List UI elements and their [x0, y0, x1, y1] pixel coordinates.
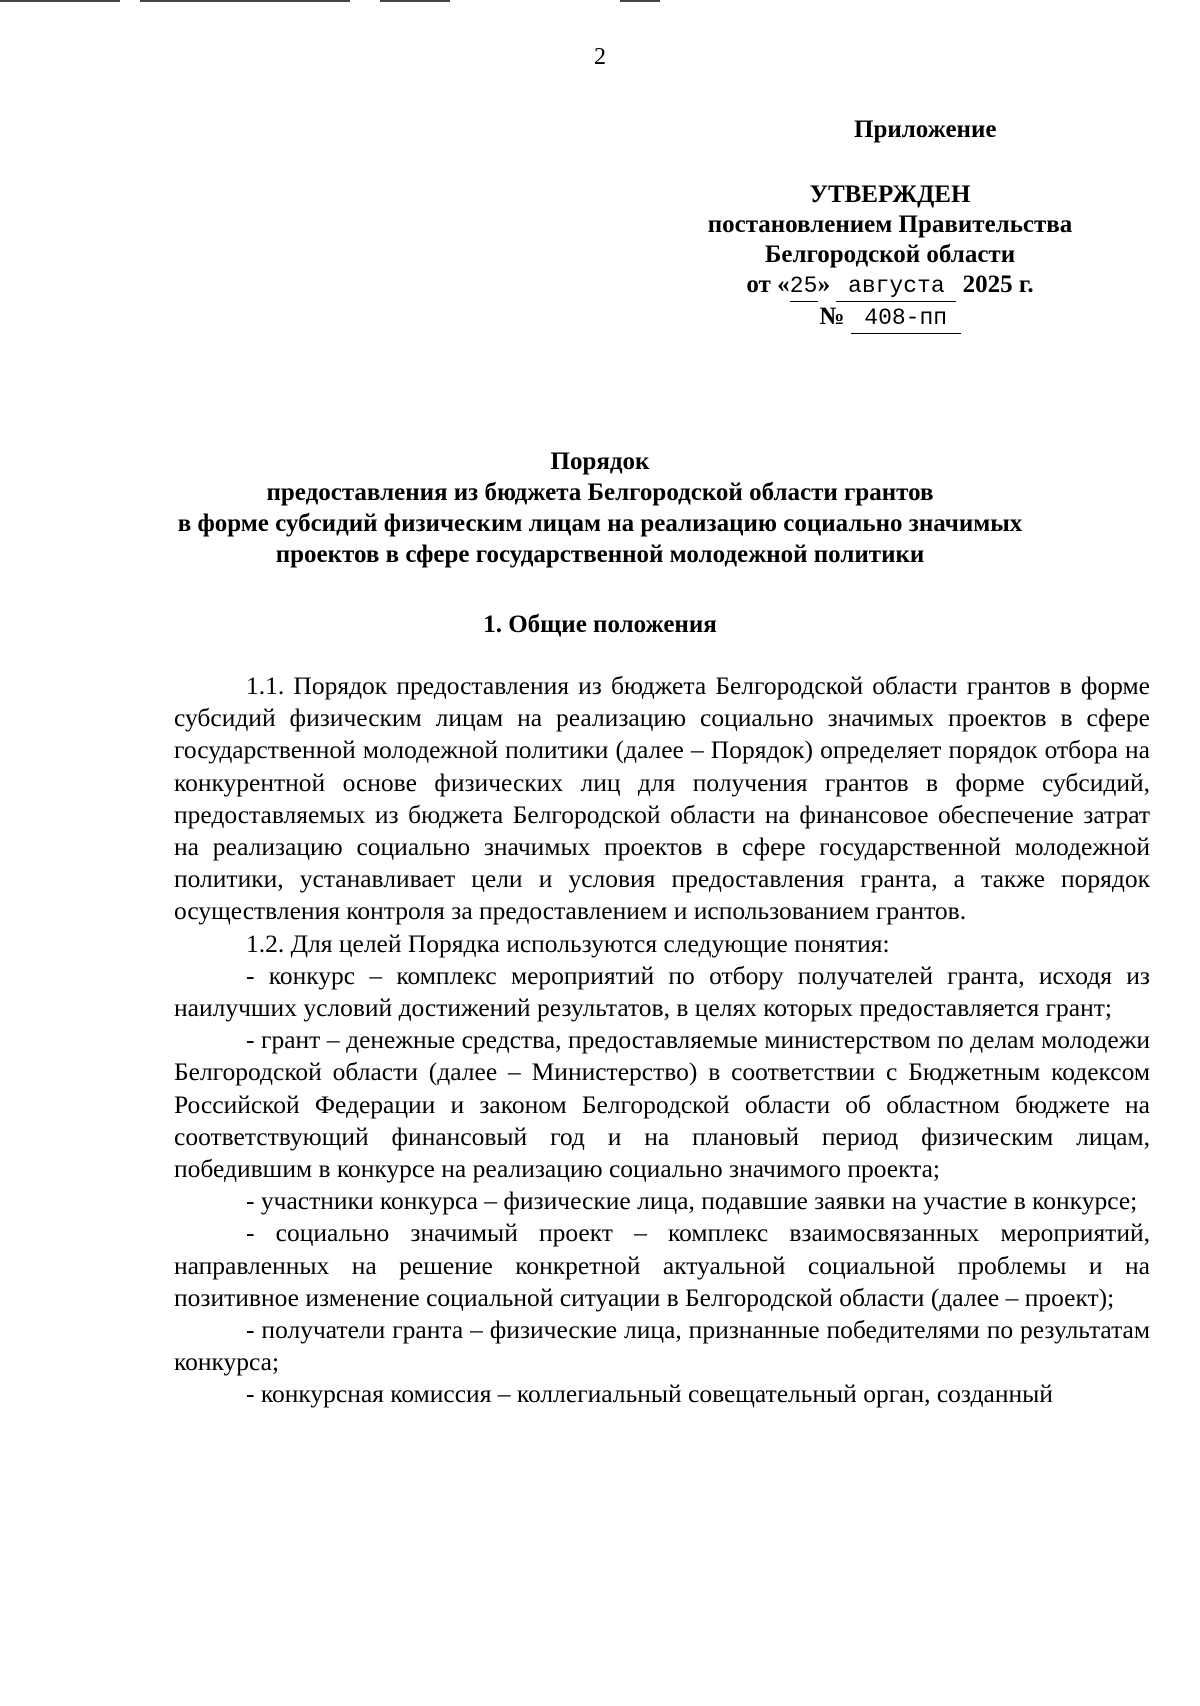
- date-year: 2025 г.: [962, 271, 1034, 298]
- scan-edge-line: [0, 0, 120, 2]
- document-body: [174, 670, 1150, 1411]
- region-name: Белгородской области: [764, 241, 1016, 268]
- approved-heading: УТВЕРЖДЕН: [809, 181, 971, 208]
- scan-edge-line: [140, 0, 350, 2]
- paragraph: - социально значимый проект – комплекс взаимосвязанных мероприятий, направленных на решение конкретной актуальной социальной проблемы и на позитивное изменение социальной ситуации в Белгородской области (далее – проект);: [174, 1218, 1150, 1312]
- paragraph: 1.1. Порядок предоставления из бюджета Белгородской области грантов в форме субсидий физическим лицам на реализацию социально значимых проектов в сфере государственной молодежной политики (далее – Порядок) определяет порядок отбора на конкурентной основе физических лиц для получения грантов в форме субсидий, предоставляемых из бюджета Белгородской области на финансовое обеспечение затрат на реализацию социально значимых проектов в сфере государственной молодежной политики, устанавливает цели и условия предоставления гранта, а также порядок осуществления контроля за предоставлением и использованием грантов.: [174, 671, 1150, 926]
- number-prefix: №: [819, 303, 845, 330]
- paragraph: - получатели гранта – физические лица, признанные победителями по результатам конкурса;: [174, 1315, 1150, 1377]
- paragraph: - конкурс – комплекс мероприятий по отбору получателей гранта, исходя из наилучших условий достижений результатов, в целях которых предоставляется грант;: [174, 960, 1150, 1023]
- date-quote-close: »: [817, 271, 831, 298]
- paragraph: - участники конкурса – физические лица, подавшие заявки на участие в конкурсе;: [246, 1186, 1138, 1216]
- approval-block: [690, 180, 1090, 334]
- title-line: предоставления из бюджета Белгородской области грантов: [266, 479, 934, 506]
- date-month: августа: [836, 271, 956, 302]
- approval-number: [690, 302, 1090, 334]
- title-line: проектов в сфере государственной молодежной политики: [275, 541, 925, 568]
- order-title: [150, 446, 1050, 570]
- title-line: Порядок: [550, 448, 650, 475]
- number-value: 408-пп: [851, 303, 961, 334]
- scan-edge-line: [620, 0, 660, 2]
- paragraph: - конкурсная комиссия – коллегиальный совещательный орган, созданный: [246, 1379, 1053, 1409]
- title-line: в форме субсидий физическим лицам на реализацию социально значимых: [177, 510, 1023, 537]
- paragraph: - грант – денежные средства, предоставляемые министерством по делам молодежи Белгородской области (далее – Министерство) в соответствии с Бюджетным кодексом Российской Федерации и законом Белгородской области об областном бюджете на соответствующий финансовый год и на плановый период физическим лицам, победившим в конкурсе на реализацию социально значимого проекта;: [174, 1025, 1150, 1184]
- by-resolution: постановлением Правительства: [707, 211, 1073, 238]
- section-heading: 1. Общие положения: [483, 611, 717, 638]
- page-number: 2: [594, 44, 606, 70]
- date-prefix: от «: [746, 271, 790, 298]
- approval-date: [690, 270, 1090, 302]
- paragraph: 1.2. Для целей Порядка используются следующие понятия:: [246, 928, 890, 958]
- scan-edge-line: [380, 0, 450, 2]
- appendix-label: Приложение: [854, 116, 997, 143]
- date-day: 25: [790, 271, 818, 302]
